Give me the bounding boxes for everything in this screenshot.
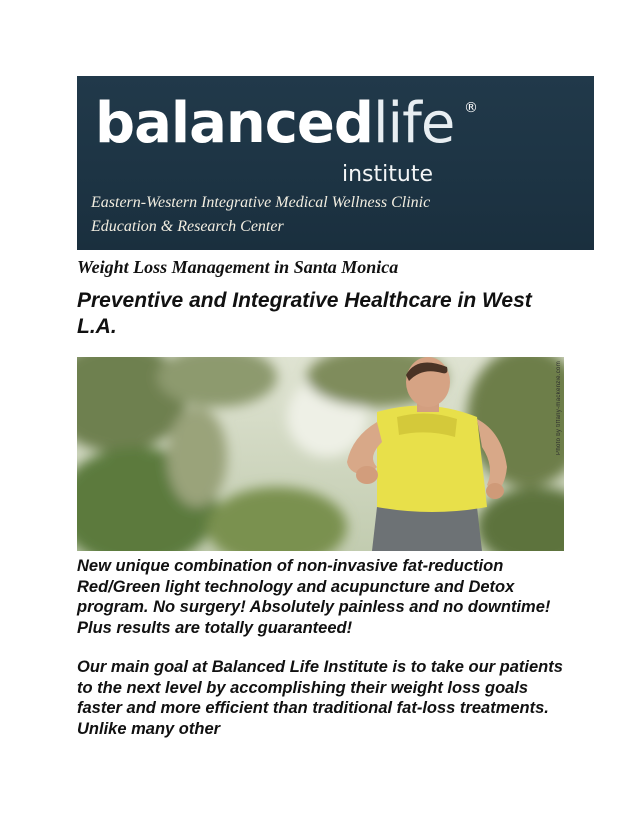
logo-subtitle: institute — [342, 162, 433, 187]
goal-paragraph: Our main goal at Balanced Life Institute is to take our patients to the next level by accomplishing their weight loss goals faster and more efficient than traditional fat-loss treatments. Unlike many other — [77, 658, 563, 738]
section-heading: Preventive and Integrative Healthcare in West L.A. — [77, 289, 532, 338]
runner-photo — [77, 357, 564, 551]
brand-logo — [95, 91, 455, 156]
banner-tagline-2: Education & Research Center — [91, 218, 284, 235]
registered-mark: ® — [464, 100, 478, 116]
banner-tagline-1: Eastern-Western Integrative Medical Wellness Clinic — [91, 194, 431, 211]
runner-illustration — [77, 357, 564, 551]
photo-watermark: Photo by tiffany-mackenzie.com — [556, 361, 562, 455]
logo-word-light: life — [373, 91, 455, 156]
intro-paragraph: New unique combination of non-invasive fat-reduction Red/Green light technology and acupuncture and Detox program. No surgery! Absolutely painless and no downtime! Plus results are totally guaranteed! — [77, 557, 551, 637]
page-title: Weight Loss Management in Santa Monica — [77, 257, 399, 277]
header-banner — [77, 76, 594, 250]
logo-word-bold: balanced — [95, 91, 373, 156]
